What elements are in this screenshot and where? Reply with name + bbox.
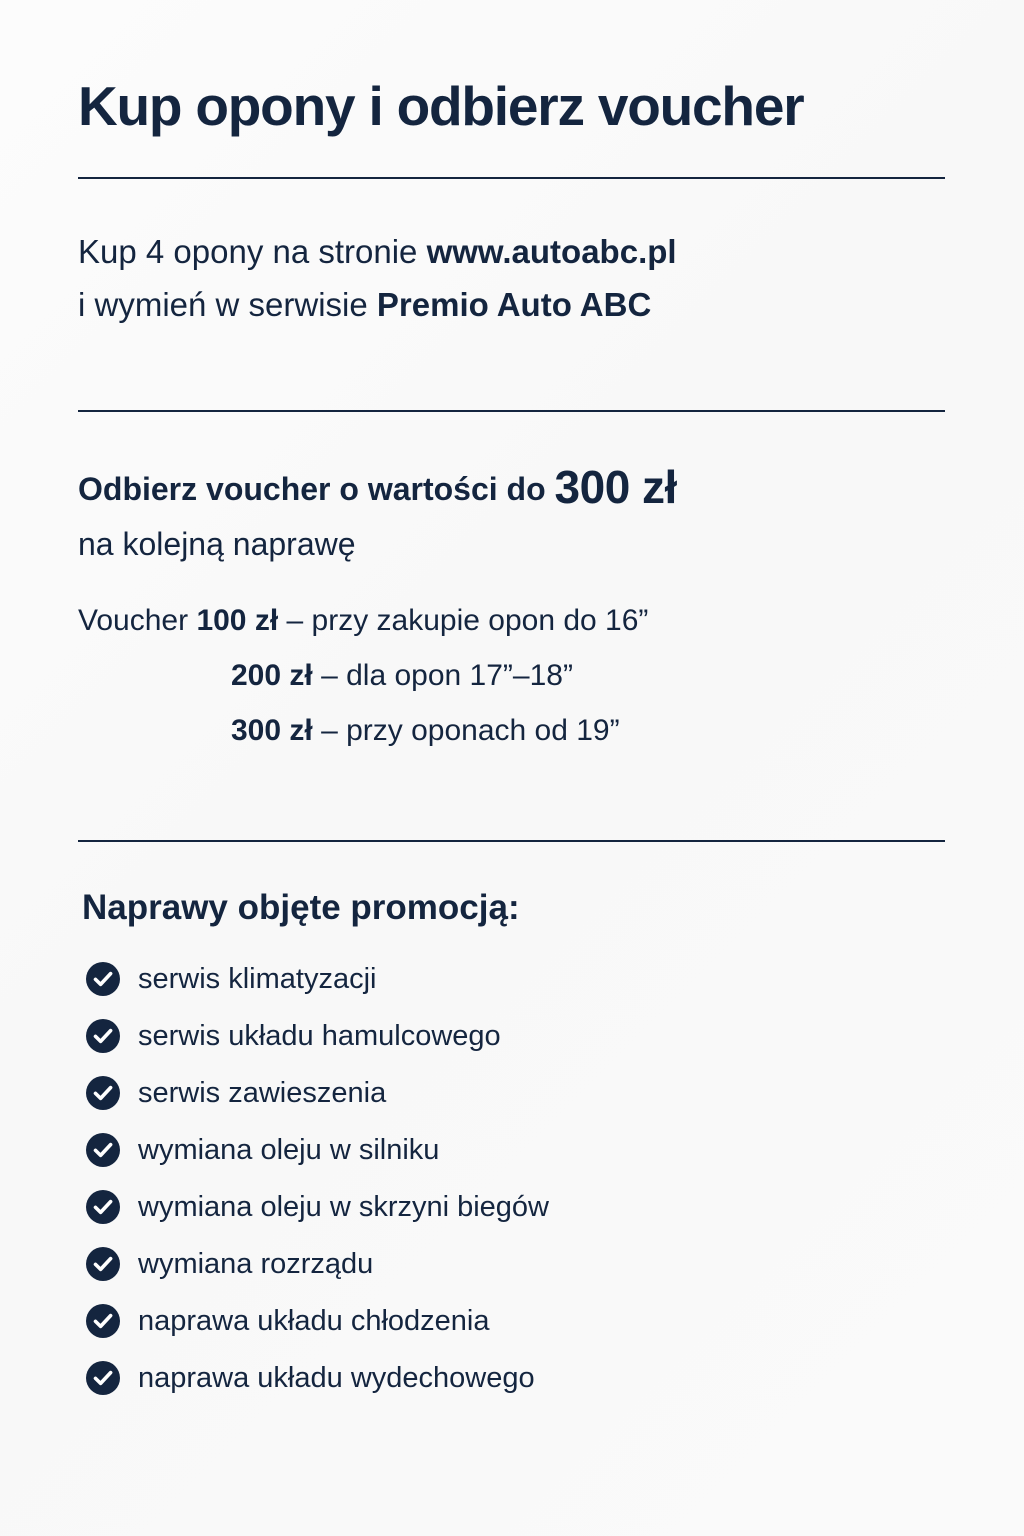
service-label: wymiana rozrządu	[138, 1247, 374, 1280]
list-item	[78, 1122, 946, 1179]
service-label: serwis zawieszenia	[138, 1076, 387, 1109]
check-circle-icon	[86, 1190, 120, 1224]
voucher-tier-row	[78, 594, 946, 649]
services-title: Naprawy objęte promocją:	[82, 887, 520, 927]
voucher-tier-description: przy oponach od 19”	[346, 713, 620, 747]
service-name: Premio Auto ABC	[376, 286, 652, 324]
voucher-tier-amount: 200 zł	[231, 658, 313, 692]
voucher-tier-separator: –	[312, 713, 347, 747]
voucher-tier-label: Voucher	[78, 604, 189, 638]
voucher-tier-row	[78, 704, 946, 759]
intro-line-2	[78, 278, 946, 331]
list-item	[78, 1179, 946, 1236]
service-label: naprawa układu chłodzenia	[138, 1304, 490, 1337]
services-section	[78, 887, 946, 1407]
list-item	[78, 1236, 946, 1293]
voucher-tier-amount: 300 zł	[231, 713, 313, 747]
voucher-block	[78, 460, 946, 759]
website-link[interactable]: www.autoabc.pl	[426, 232, 677, 270]
voucher-max-amount: 300 zł	[554, 460, 677, 513]
intro-line-1-prefix: Kup 4 opony na stronie	[78, 232, 427, 270]
service-label: wymiana oleju w skrzyni biegów	[138, 1190, 549, 1223]
list-item	[78, 1293, 946, 1350]
service-label: serwis układu hamulcowego	[138, 1019, 501, 1052]
divider-top	[78, 177, 945, 179]
voucher-headline	[78, 460, 946, 515]
service-label: naprawa układu wydechowego	[138, 1361, 535, 1394]
check-circle-icon	[86, 1304, 120, 1338]
check-circle-icon	[86, 1133, 120, 1167]
voucher-tier-row	[78, 649, 946, 704]
divider-bottom	[78, 840, 945, 842]
check-circle-icon	[86, 1361, 120, 1395]
intro-line-2-prefix: i wymień w serwisie	[78, 286, 377, 324]
voucher-tier-description: przy zakupie opon do 16”	[311, 604, 649, 638]
voucher-tier-separator: –	[312, 658, 347, 692]
voucher-tier-amount: 100 zł	[196, 604, 279, 638]
voucher-tier-separator: –	[278, 604, 312, 638]
list-item	[78, 1065, 946, 1122]
voucher-tier-list	[78, 594, 946, 759]
voucher-headline-prefix: Odbierz voucher o wartości do	[78, 470, 555, 507]
list-item	[78, 951, 946, 1008]
page-title: Kup opony i odbierz voucher	[78, 75, 804, 137]
check-circle-icon	[86, 1247, 120, 1281]
intro-line-1	[78, 225, 946, 278]
check-circle-icon	[86, 962, 120, 996]
check-circle-icon	[86, 1019, 120, 1053]
list-item	[78, 1350, 946, 1407]
list-item	[78, 1008, 946, 1065]
voucher-subline: na kolejną naprawę	[78, 525, 356, 562]
voucher-tier-description: dla opon 17”–18”	[346, 658, 573, 692]
intro-block	[78, 225, 946, 332]
service-label: serwis klimatyzacji	[138, 962, 377, 995]
divider-middle	[78, 410, 945, 412]
service-label: wymiana oleju w silniku	[138, 1133, 440, 1166]
check-circle-icon	[86, 1076, 120, 1110]
services-list	[78, 951, 946, 1407]
